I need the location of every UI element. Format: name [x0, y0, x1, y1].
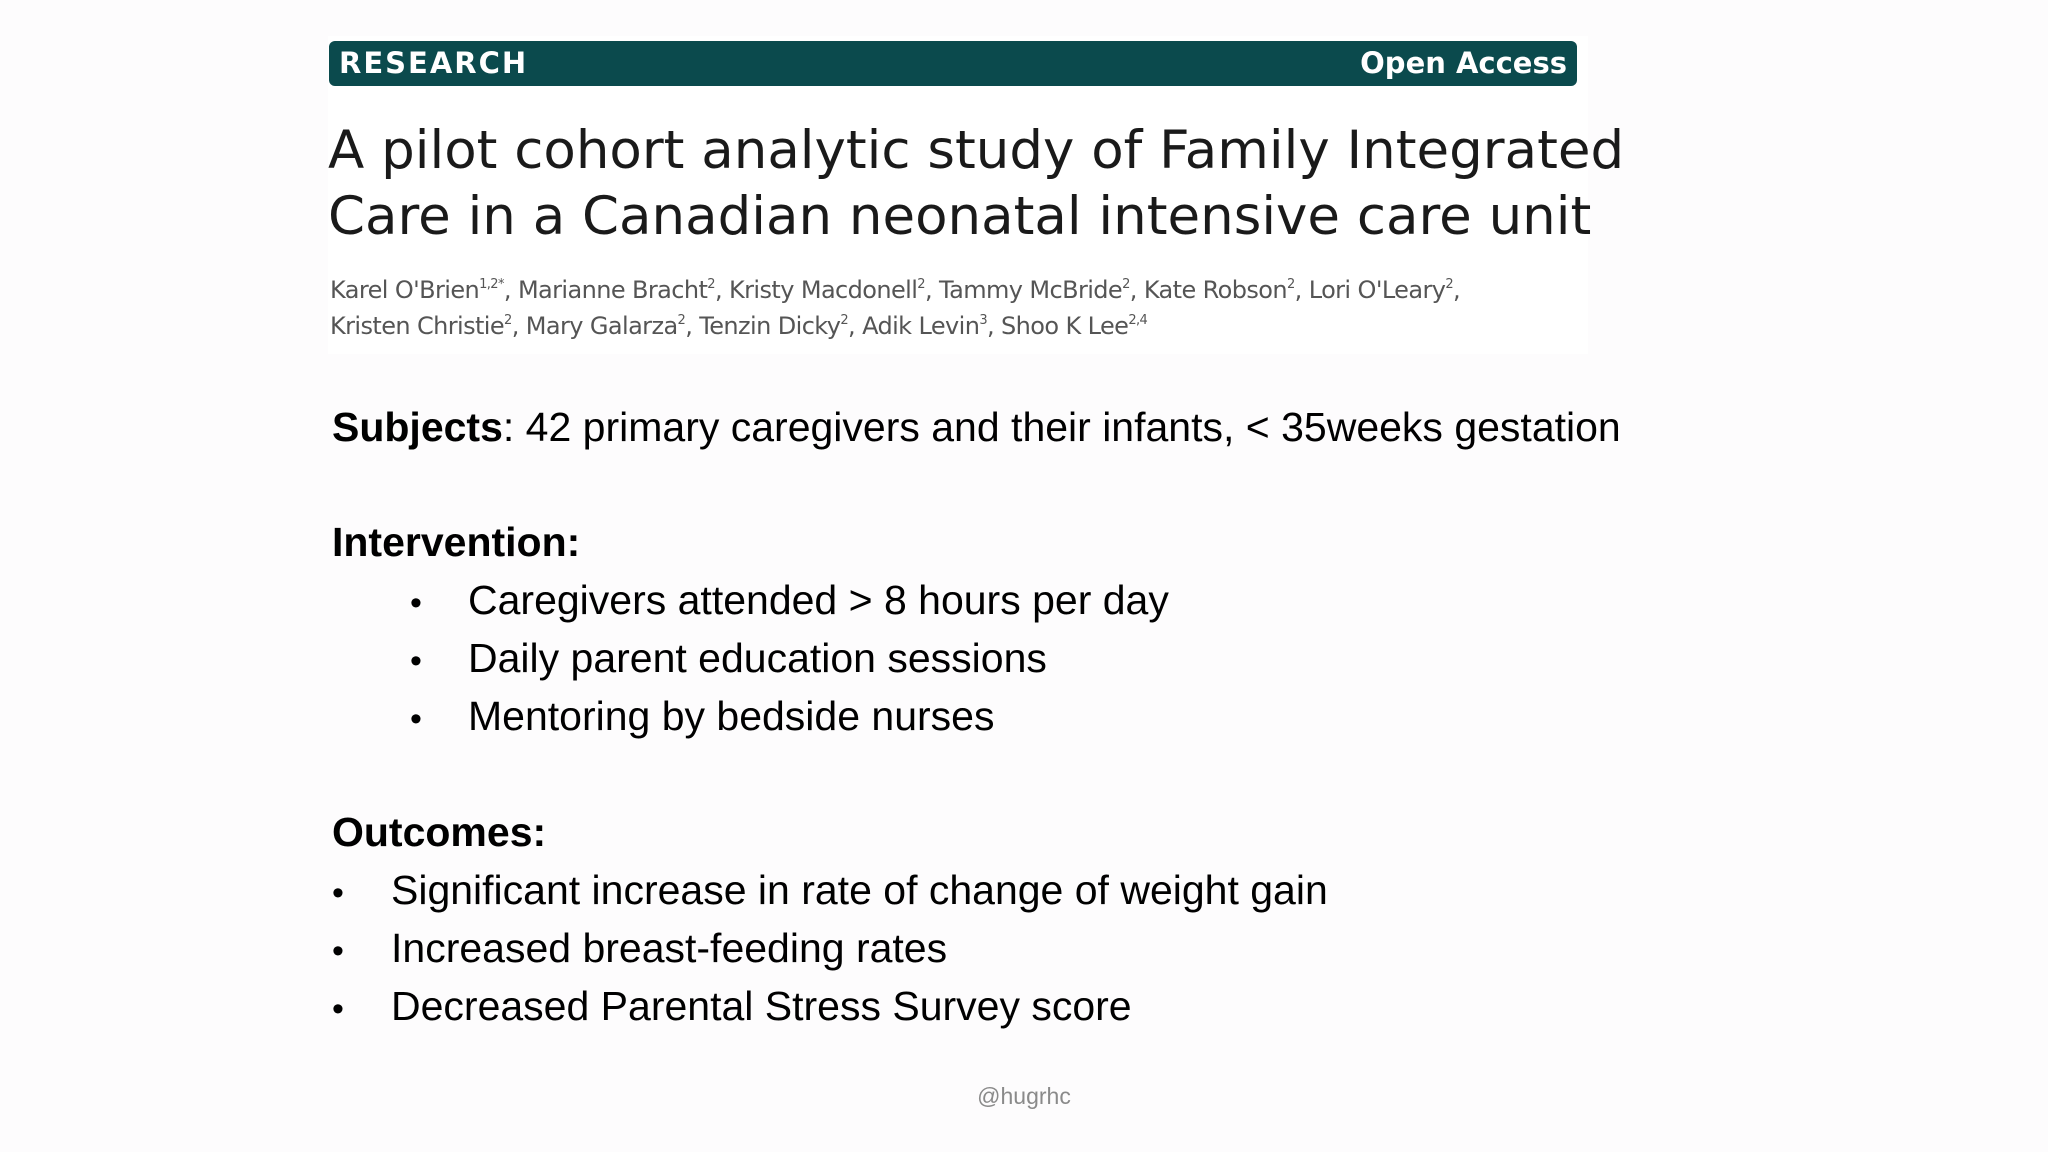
- author-affiliation: 1,2*: [479, 277, 504, 292]
- outcome-item: [332, 867, 1328, 914]
- footer-handle: @hugrhc: [977, 1083, 1071, 1109]
- author-name: Kate Robson: [1143, 276, 1287, 304]
- paper-title-line: Care in a Canadian neonatal intensive care unit: [328, 186, 1592, 247]
- outcomes-heading: Outcomes:: [332, 809, 547, 855]
- author-separator: ,: [714, 276, 730, 304]
- paper-header-image: [328, 36, 1625, 354]
- author-separator: ,: [503, 276, 518, 304]
- outcome-item: [332, 983, 1132, 1030]
- author-separator: ,: [1452, 276, 1461, 304]
- banner-research-label: RESEARCH: [339, 46, 529, 80]
- author-affiliation: 2,4: [1128, 313, 1148, 328]
- author-separator: ,: [511, 312, 526, 340]
- author-name: Mary Galarza: [525, 312, 678, 340]
- paper-title-line: A pilot cohort analytic study of Family Integrated: [328, 120, 1625, 181]
- author-separator: ,: [1129, 276, 1144, 304]
- author-name: Kristen Christie: [330, 312, 505, 340]
- bullet-icon: •: [332, 990, 344, 1028]
- author-separator: ,: [986, 312, 1002, 340]
- author-name: Adik Levin: [862, 312, 980, 340]
- author-line: [330, 272, 1580, 308]
- author-line: [330, 308, 1580, 344]
- author-affiliation: 2: [707, 277, 715, 292]
- author-affiliation: 2: [677, 313, 686, 328]
- author-name: Tammy McBride: [939, 276, 1123, 304]
- intervention-item-text: Caregivers attended > 8 hours per day: [468, 577, 1169, 623]
- author-separator: ,: [685, 312, 700, 340]
- paper-title: [328, 118, 1625, 250]
- author-affiliation: 2: [1445, 277, 1453, 292]
- author-name: Tenzin Dicky: [699, 312, 841, 340]
- intervention-item-text: Daily parent education sessions: [468, 635, 1047, 681]
- author-name: Kristy Macdonell: [729, 276, 918, 304]
- author-affiliation: 2: [917, 277, 925, 292]
- intervention-item: [410, 635, 1047, 682]
- author-affiliation: 2: [840, 313, 849, 328]
- author-name: Lori O'Leary: [1308, 276, 1446, 304]
- subjects-row: [332, 404, 1621, 451]
- bullet-icon: •: [410, 700, 422, 738]
- intervention-item: [410, 693, 994, 740]
- author-name: Marianne Bracht: [517, 276, 708, 304]
- intervention-item: [410, 577, 1169, 624]
- subjects-label: Subjects: [332, 404, 503, 450]
- research-banner: [329, 41, 1577, 86]
- author-list: [330, 272, 1580, 344]
- outcome-item-text: Decreased Parental Stress Survey score: [391, 983, 1132, 1029]
- outcome-item-text: Increased breast-feeding rates: [391, 925, 948, 971]
- banner-open-access-label: Open Access: [1360, 46, 1567, 80]
- author-affiliation: 2: [1122, 277, 1130, 292]
- author-affiliation: 2: [1287, 277, 1295, 292]
- author-name: Shoo K Lee: [1001, 312, 1129, 340]
- bullet-icon: •: [332, 874, 344, 912]
- bullet-icon: •: [410, 642, 422, 680]
- bullet-icon: •: [410, 584, 422, 622]
- intervention-heading: Intervention:: [332, 519, 581, 565]
- author-affiliation: 3: [979, 313, 987, 328]
- author-name: Karel O'Brien: [330, 276, 480, 304]
- outcome-item-text: Significant increase in rate of change of weight gain: [391, 867, 1328, 913]
- outcome-item: [332, 925, 947, 972]
- bullet-icon: •: [332, 932, 344, 970]
- author-affiliation: 2: [504, 313, 512, 328]
- intervention-item-text: Mentoring by bedside nurses: [468, 693, 995, 739]
- author-separator: ,: [848, 312, 863, 340]
- author-separator: ,: [1294, 276, 1309, 304]
- subjects-text: : 42 primary caregivers and their infants, < 35weeks gestation: [502, 404, 1621, 450]
- author-separator: ,: [924, 276, 940, 304]
